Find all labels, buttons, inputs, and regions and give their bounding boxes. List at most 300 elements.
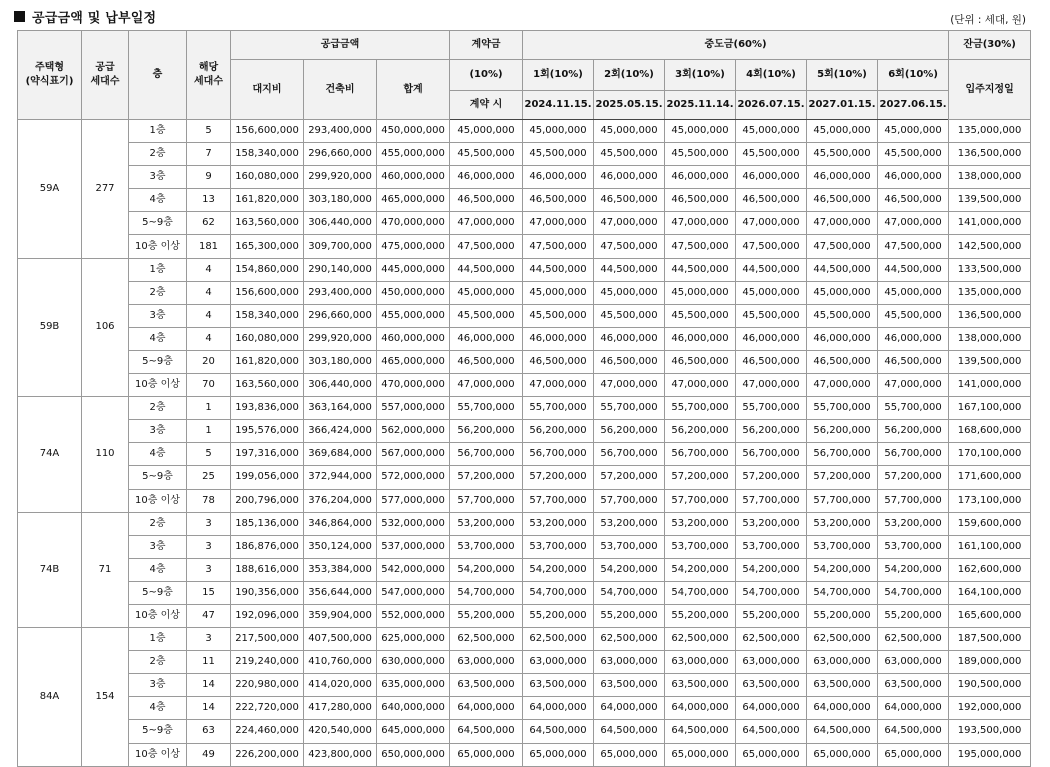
cell-middle-payment: 57,200,000 (665, 466, 736, 489)
cell-land: 195,576,000 (231, 420, 304, 443)
cell-total: 455,000,000 (377, 304, 450, 327)
cell-building: 299,920,000 (304, 166, 377, 189)
cell-middle-payment: 46,000,000 (878, 327, 949, 350)
cell-middle-payment: 46,500,000 (594, 350, 665, 373)
cell-land: 222,720,000 (231, 697, 304, 720)
cell-middle-payment: 45,000,000 (665, 120, 736, 143)
cell-middle-payment: 57,200,000 (878, 466, 949, 489)
cell-middle-payment: 47,500,000 (878, 235, 949, 258)
cell-deposit: 63,000,000 (450, 651, 523, 674)
header-balance: 잔금(30%) (949, 31, 1031, 60)
cell-middle-payment: 53,200,000 (878, 512, 949, 535)
header-middle-date: 2027.01.15. (807, 91, 878, 120)
cell-middle-payment: 53,200,000 (736, 512, 807, 535)
cell-target-units: 181 (187, 235, 231, 258)
cell-middle-payment: 63,500,000 (594, 674, 665, 697)
header-deposit: 계약금 (450, 31, 523, 60)
cell-target-units: 3 (187, 535, 231, 558)
cell-land: 200,796,000 (231, 489, 304, 512)
header-middle-date: 2026.07.15. (736, 91, 807, 120)
cell-balance: 195,000,000 (949, 743, 1031, 766)
cell-total: 460,000,000 (377, 327, 450, 350)
cell-deposit: 57,700,000 (450, 489, 523, 512)
cell-deposit: 47,500,000 (450, 235, 523, 258)
cell-middle-payment: 64,000,000 (665, 697, 736, 720)
cell-building: 407,500,000 (304, 628, 377, 651)
cell-land: 161,820,000 (231, 350, 304, 373)
cell-middle-payment: 64,500,000 (523, 720, 594, 743)
cell-middle-payment: 53,200,000 (807, 512, 878, 535)
cell-land: 224,460,000 (231, 720, 304, 743)
cell-deposit: 64,500,000 (450, 720, 523, 743)
cell-middle-payment: 55,200,000 (736, 604, 807, 627)
cell-middle-payment: 62,500,000 (736, 628, 807, 651)
header-building: 건축비 (304, 60, 377, 120)
cell-land: 186,876,000 (231, 535, 304, 558)
cell-middle-payment: 65,000,000 (665, 743, 736, 766)
cell-middle-payment: 54,700,000 (523, 581, 594, 604)
cell-middle-payment: 45,500,000 (665, 304, 736, 327)
cell-total: 635,000,000 (377, 674, 450, 697)
cell-middle-payment: 57,700,000 (736, 489, 807, 512)
cell-middle-payment: 57,200,000 (523, 466, 594, 489)
cell-balance: 135,000,000 (949, 281, 1031, 304)
cell-land: 160,080,000 (231, 327, 304, 350)
cell-deposit: 57,200,000 (450, 466, 523, 489)
cell-middle-payment: 45,500,000 (523, 304, 594, 327)
cell-middle-payment: 63,500,000 (878, 674, 949, 697)
cell-balance: 167,100,000 (949, 397, 1031, 420)
cell-floor: 4층 (129, 327, 187, 350)
cell-balance: 138,000,000 (949, 166, 1031, 189)
cell-middle-payment: 54,200,000 (665, 558, 736, 581)
cell-middle-payment: 44,500,000 (665, 258, 736, 281)
cell-target-units: 49 (187, 743, 231, 766)
cell-deposit: 45,000,000 (450, 120, 523, 143)
cell-land: 163,560,000 (231, 212, 304, 235)
cell-target-units: 4 (187, 304, 231, 327)
cell-middle-payment: 57,700,000 (594, 489, 665, 512)
cell-middle-payment: 63,000,000 (594, 651, 665, 674)
cell-middle-payment: 53,700,000 (523, 535, 594, 558)
cell-middle-payment: 57,200,000 (736, 466, 807, 489)
cell-middle-payment: 56,200,000 (523, 420, 594, 443)
cell-building: 410,760,000 (304, 651, 377, 674)
cell-target-units: 14 (187, 697, 231, 720)
cell-floor: 10층 이상 (129, 374, 187, 397)
cell-middle-payment: 55,700,000 (594, 397, 665, 420)
cell-target-units: 62 (187, 212, 231, 235)
cell-deposit: 46,000,000 (450, 166, 523, 189)
cell-middle-payment: 47,000,000 (736, 212, 807, 235)
cell-middle-payment: 57,700,000 (523, 489, 594, 512)
cell-middle-payment: 46,000,000 (807, 166, 878, 189)
cell-middle-payment: 53,200,000 (523, 512, 594, 535)
header-middle-round: 6회(10%) (878, 60, 949, 91)
cell-total: 572,000,000 (377, 466, 450, 489)
cell-middle-payment: 64,500,000 (878, 720, 949, 743)
cell-floor: 3층 (129, 304, 187, 327)
cell-middle-payment: 46,500,000 (878, 189, 949, 212)
cell-middle-payment: 54,200,000 (523, 558, 594, 581)
cell-target-units: 14 (187, 674, 231, 697)
cell-deposit: 45,500,000 (450, 143, 523, 166)
cell-middle-payment: 45,000,000 (594, 281, 665, 304)
cell-middle-payment: 55,200,000 (594, 604, 665, 627)
cell-middle-payment: 47,000,000 (807, 212, 878, 235)
cell-middle-payment: 44,500,000 (594, 258, 665, 281)
cell-balance: 136,500,000 (949, 143, 1031, 166)
cell-total: 475,000,000 (377, 235, 450, 258)
cell-land: 217,500,000 (231, 628, 304, 651)
cell-floor: 2층 (129, 512, 187, 535)
table-row (18, 489, 1031, 512)
table-row (18, 281, 1031, 304)
cell-deposit: 46,500,000 (450, 189, 523, 212)
cell-total: 450,000,000 (377, 120, 450, 143)
cell-middle-payment: 55,200,000 (878, 604, 949, 627)
cell-middle-payment: 46,500,000 (594, 189, 665, 212)
cell-middle-payment: 53,200,000 (594, 512, 665, 535)
cell-building: 309,700,000 (304, 235, 377, 258)
cell-middle-payment: 53,700,000 (736, 535, 807, 558)
cell-middle-payment: 46,000,000 (807, 327, 878, 350)
cell-floor: 1층 (129, 258, 187, 281)
cell-deposit: 44,500,000 (450, 258, 523, 281)
cell-balance: 189,000,000 (949, 651, 1031, 674)
cell-deposit: 46,500,000 (450, 350, 523, 373)
cell-building: 366,424,000 (304, 420, 377, 443)
cell-type: 84A (18, 628, 82, 767)
cell-floor: 3층 (129, 535, 187, 558)
cell-middle-payment: 47,500,000 (736, 235, 807, 258)
cell-middle-payment: 47,000,000 (665, 212, 736, 235)
cell-deposit: 46,000,000 (450, 327, 523, 350)
cell-total: 557,000,000 (377, 397, 450, 420)
cell-middle-payment: 54,700,000 (878, 581, 949, 604)
cell-middle-payment: 55,700,000 (665, 397, 736, 420)
cell-floor: 1층 (129, 120, 187, 143)
cell-deposit: 45,000,000 (450, 281, 523, 304)
cell-middle-payment: 63,500,000 (736, 674, 807, 697)
cell-middle-payment: 56,200,000 (807, 420, 878, 443)
cell-balance: 136,500,000 (949, 304, 1031, 327)
cell-deposit: 54,700,000 (450, 581, 523, 604)
table-row (18, 443, 1031, 466)
header-land: 대지비 (231, 60, 304, 120)
cell-middle-payment: 47,000,000 (807, 374, 878, 397)
table-row (18, 466, 1031, 489)
header-middle-round: 4회(10%) (736, 60, 807, 91)
cell-middle-payment: 56,700,000 (736, 443, 807, 466)
cell-target-units: 1 (187, 420, 231, 443)
cell-land: 161,820,000 (231, 189, 304, 212)
cell-middle-payment: 47,000,000 (523, 212, 594, 235)
cell-middle-payment: 45,500,000 (807, 304, 878, 327)
cell-land: 160,080,000 (231, 166, 304, 189)
cell-middle-payment: 56,700,000 (523, 443, 594, 466)
cell-floor: 10층 이상 (129, 743, 187, 766)
cell-land: 220,980,000 (231, 674, 304, 697)
cell-floor: 2층 (129, 397, 187, 420)
cell-total: 532,000,000 (377, 512, 450, 535)
cell-total: 470,000,000 (377, 374, 450, 397)
cell-target-units: 9 (187, 166, 231, 189)
unit-note: (단위 : 세대, 원) (950, 14, 1026, 26)
table-row (18, 581, 1031, 604)
cell-total: 650,000,000 (377, 743, 450, 766)
cell-middle-payment: 47,000,000 (523, 374, 594, 397)
cell-deposit: 55,200,000 (450, 604, 523, 627)
cell-middle-payment: 64,000,000 (523, 697, 594, 720)
cell-middle-payment: 63,500,000 (665, 674, 736, 697)
cell-middle-payment: 45,500,000 (665, 143, 736, 166)
cell-building: 299,920,000 (304, 327, 377, 350)
cell-building: 359,904,000 (304, 604, 377, 627)
cell-middle-payment: 45,000,000 (523, 120, 594, 143)
table-row (18, 189, 1031, 212)
cell-supply-units: 110 (82, 397, 129, 512)
cell-middle-payment: 63,500,000 (807, 674, 878, 697)
cell-middle-payment: 54,700,000 (594, 581, 665, 604)
cell-deposit: 55,700,000 (450, 397, 523, 420)
cell-middle-payment: 56,700,000 (665, 443, 736, 466)
header-deposit-pct: (10%) (450, 60, 523, 91)
cell-deposit: 45,500,000 (450, 304, 523, 327)
cell-floor: 3층 (129, 166, 187, 189)
cell-middle-payment: 46,500,000 (807, 189, 878, 212)
table-row (18, 397, 1031, 420)
cell-middle-payment: 57,200,000 (594, 466, 665, 489)
cell-total: 577,000,000 (377, 489, 450, 512)
cell-deposit: 64,000,000 (450, 697, 523, 720)
cell-deposit: 53,200,000 (450, 512, 523, 535)
cell-middle-payment: 54,700,000 (736, 581, 807, 604)
header-balance-when: 입주지정일 (949, 60, 1031, 120)
cell-total: 640,000,000 (377, 697, 450, 720)
cell-balance: 170,100,000 (949, 443, 1031, 466)
cell-total: 470,000,000 (377, 212, 450, 235)
cell-middle-payment: 55,200,000 (523, 604, 594, 627)
table-row (18, 304, 1031, 327)
header-supply-units: 공급 세대수 (82, 31, 129, 120)
cell-middle-payment: 46,500,000 (878, 350, 949, 373)
cell-deposit: 62,500,000 (450, 628, 523, 651)
cell-middle-payment: 44,500,000 (523, 258, 594, 281)
cell-deposit: 47,000,000 (450, 374, 523, 397)
table-row (18, 697, 1031, 720)
cell-middle-payment: 47,000,000 (878, 212, 949, 235)
cell-balance: 159,600,000 (949, 512, 1031, 535)
cell-floor: 5~9층 (129, 466, 187, 489)
cell-middle-payment: 47,000,000 (878, 374, 949, 397)
cell-total: 465,000,000 (377, 189, 450, 212)
cell-balance: 141,000,000 (949, 374, 1031, 397)
cell-middle-payment: 64,500,000 (665, 720, 736, 743)
cell-balance: 141,000,000 (949, 212, 1031, 235)
header-middle-date: 2025.05.15. (594, 91, 665, 120)
cell-middle-payment: 63,000,000 (807, 651, 878, 674)
cell-middle-payment: 45,000,000 (807, 120, 878, 143)
cell-target-units: 63 (187, 720, 231, 743)
cell-total: 542,000,000 (377, 558, 450, 581)
cell-middle-payment: 56,200,000 (878, 420, 949, 443)
cell-type: 59B (18, 258, 82, 397)
cell-floor: 4층 (129, 443, 187, 466)
cell-middle-payment: 46,500,000 (665, 350, 736, 373)
cell-middle-payment: 46,000,000 (523, 166, 594, 189)
cell-land: 192,096,000 (231, 604, 304, 627)
cell-middle-payment: 47,500,000 (807, 235, 878, 258)
cell-middle-payment: 47,000,000 (736, 374, 807, 397)
cell-building: 356,644,000 (304, 581, 377, 604)
cell-middle-payment: 46,000,000 (665, 166, 736, 189)
cell-total: 455,000,000 (377, 143, 450, 166)
table-row (18, 558, 1031, 581)
price-schedule-table (17, 30, 1031, 767)
header-middle-date: 2027.06.15. (878, 91, 949, 120)
cell-middle-payment: 45,500,000 (878, 304, 949, 327)
cell-building: 353,384,000 (304, 558, 377, 581)
cell-land: 163,560,000 (231, 374, 304, 397)
cell-land: 158,340,000 (231, 143, 304, 166)
table-row (18, 512, 1031, 535)
cell-balance: 165,600,000 (949, 604, 1031, 627)
cell-type: 74B (18, 512, 82, 627)
header-middle-date: 2024.11.15. (523, 91, 594, 120)
cell-target-units: 70 (187, 374, 231, 397)
cell-middle-payment: 45,500,000 (807, 143, 878, 166)
cell-balance: 171,600,000 (949, 466, 1031, 489)
cell-deposit: 56,700,000 (450, 443, 523, 466)
cell-target-units: 3 (187, 558, 231, 581)
cell-building: 296,660,000 (304, 143, 377, 166)
cell-building: 372,944,000 (304, 466, 377, 489)
cell-middle-payment: 55,200,000 (665, 604, 736, 627)
cell-middle-payment: 47,000,000 (665, 374, 736, 397)
cell-supply-units: 106 (82, 258, 129, 397)
header-middle-round: 1회(10%) (523, 60, 594, 91)
cell-middle-payment: 64,000,000 (807, 697, 878, 720)
cell-floor: 5~9층 (129, 212, 187, 235)
table-row (18, 674, 1031, 697)
cell-middle-payment: 64,000,000 (878, 697, 949, 720)
cell-building: 414,020,000 (304, 674, 377, 697)
cell-land: 188,616,000 (231, 558, 304, 581)
cell-land: 154,860,000 (231, 258, 304, 281)
cell-middle-payment: 46,000,000 (736, 327, 807, 350)
cell-middle-payment: 47,000,000 (594, 212, 665, 235)
table-row (18, 166, 1031, 189)
cell-middle-payment: 47,500,000 (665, 235, 736, 258)
cell-middle-payment: 65,000,000 (523, 743, 594, 766)
table-row (18, 374, 1031, 397)
cell-land: 219,240,000 (231, 651, 304, 674)
cell-middle-payment: 45,500,000 (523, 143, 594, 166)
cell-middle-payment: 46,000,000 (878, 166, 949, 189)
cell-floor: 4층 (129, 697, 187, 720)
header-floor: 층 (129, 31, 187, 120)
cell-supply-units: 154 (82, 628, 129, 767)
cell-middle-payment: 44,500,000 (736, 258, 807, 281)
cell-middle-payment: 64,000,000 (736, 697, 807, 720)
table-row (18, 143, 1031, 166)
cell-building: 306,440,000 (304, 212, 377, 235)
cell-floor: 5~9층 (129, 720, 187, 743)
cell-target-units: 25 (187, 466, 231, 489)
cell-middle-payment: 46,500,000 (665, 189, 736, 212)
cell-target-units: 4 (187, 281, 231, 304)
cell-balance: 139,500,000 (949, 189, 1031, 212)
header-type: 주택형 (약식표기) (18, 31, 82, 120)
table-row (18, 535, 1031, 558)
cell-middle-payment: 57,700,000 (807, 489, 878, 512)
cell-middle-payment: 63,000,000 (878, 651, 949, 674)
header-target-units: 해당 세대수 (187, 31, 231, 120)
cell-floor: 4층 (129, 189, 187, 212)
cell-balance: 138,000,000 (949, 327, 1031, 350)
cell-floor: 2층 (129, 651, 187, 674)
cell-target-units: 15 (187, 581, 231, 604)
cell-middle-payment: 44,500,000 (807, 258, 878, 281)
cell-middle-payment: 64,500,000 (736, 720, 807, 743)
cell-middle-payment: 63,000,000 (523, 651, 594, 674)
cell-balance: 142,500,000 (949, 235, 1031, 258)
cell-middle-payment: 54,200,000 (736, 558, 807, 581)
cell-middle-payment: 54,700,000 (807, 581, 878, 604)
cell-building: 306,440,000 (304, 374, 377, 397)
cell-middle-payment: 46,000,000 (665, 327, 736, 350)
table-row (18, 327, 1031, 350)
cell-middle-payment: 53,200,000 (665, 512, 736, 535)
cell-middle-payment: 53,700,000 (594, 535, 665, 558)
cell-middle-payment: 47,500,000 (594, 235, 665, 258)
cell-middle-payment: 46,500,000 (736, 350, 807, 373)
cell-total: 562,000,000 (377, 420, 450, 443)
cell-floor: 5~9층 (129, 350, 187, 373)
cell-middle-payment: 47,500,000 (523, 235, 594, 258)
cell-building: 293,400,000 (304, 120, 377, 143)
cell-middle-payment: 53,700,000 (878, 535, 949, 558)
cell-middle-payment: 63,500,000 (523, 674, 594, 697)
cell-middle-payment: 56,700,000 (807, 443, 878, 466)
header-deposit-when: 계약 시 (450, 91, 523, 120)
cell-floor: 3층 (129, 420, 187, 443)
cell-target-units: 47 (187, 604, 231, 627)
cell-middle-payment: 64,500,000 (807, 720, 878, 743)
table-row (18, 258, 1031, 281)
cell-balance: 133,500,000 (949, 258, 1031, 281)
cell-floor: 2층 (129, 281, 187, 304)
cell-building: 420,540,000 (304, 720, 377, 743)
cell-balance: 173,100,000 (949, 489, 1031, 512)
cell-floor: 3층 (129, 674, 187, 697)
cell-middle-payment: 62,500,000 (523, 628, 594, 651)
header-middle-round: 2회(10%) (594, 60, 665, 91)
cell-middle-payment: 44,500,000 (878, 258, 949, 281)
cell-land: 226,200,000 (231, 743, 304, 766)
cell-middle-payment: 47,000,000 (594, 374, 665, 397)
cell-type: 59A (18, 120, 82, 259)
cell-land: 197,316,000 (231, 443, 304, 466)
cell-building: 417,280,000 (304, 697, 377, 720)
cell-building: 376,204,000 (304, 489, 377, 512)
cell-balance: 164,100,000 (949, 581, 1031, 604)
table-row (18, 420, 1031, 443)
cell-middle-payment: 65,000,000 (807, 743, 878, 766)
cell-total: 567,000,000 (377, 443, 450, 466)
cell-balance: 168,600,000 (949, 420, 1031, 443)
